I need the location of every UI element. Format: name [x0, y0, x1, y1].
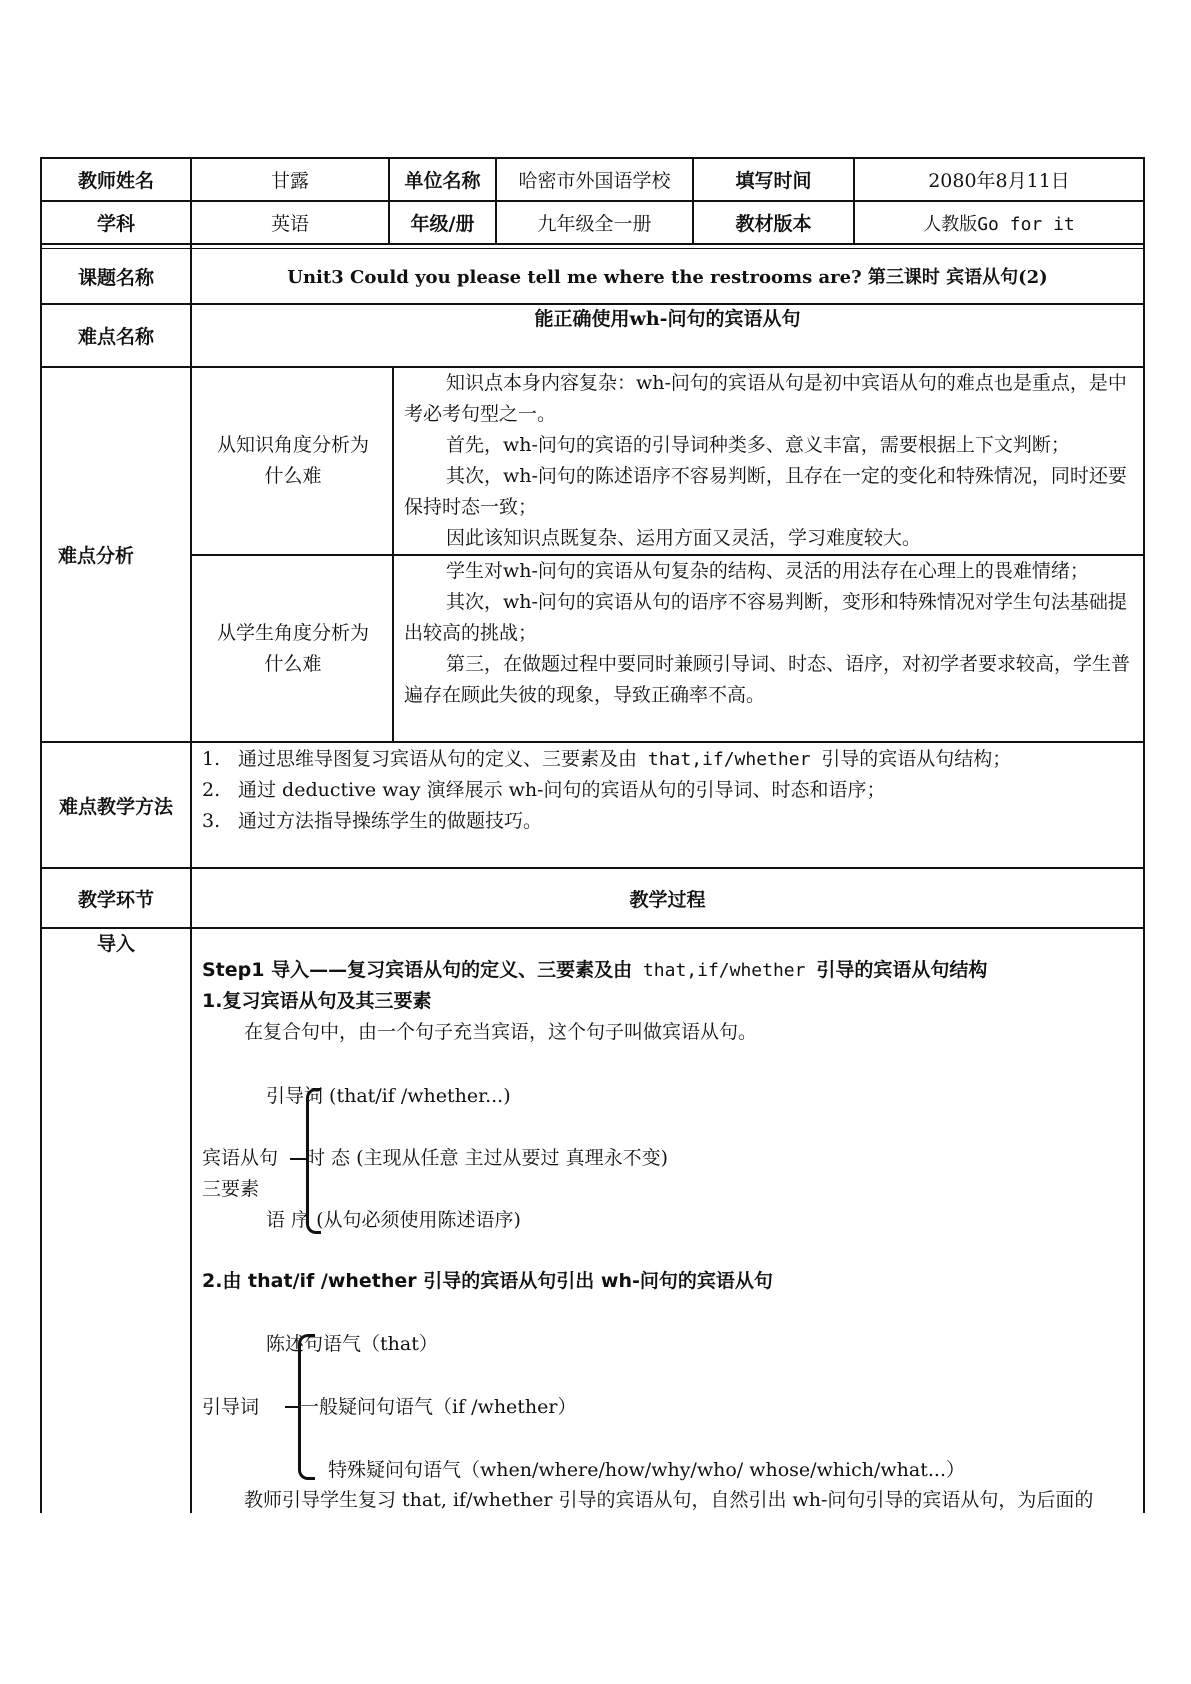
method-item-number: 3.: [202, 810, 221, 832]
closing-text: 教师引导学生复习 that, if/whether 引导的宾语从句，自然引出 wh-问句引导的宾语从句，为后面的: [244, 1489, 1094, 1511]
diagram2-item-yesno: 一般疑问句语气（if /whether）: [300, 1396, 577, 1418]
step1-text: Step1 导入——复习宾语从句的定义、三要素及由: [202, 959, 633, 981]
diagram2-item-statement: 陈述句语气（that）: [266, 1333, 438, 1355]
diagram2-brace-tip: [285, 1406, 298, 1408]
diagram2-root-label: 引导词: [202, 1396, 260, 1418]
row-divider: [40, 243, 1145, 245]
grade-label: 年级/册: [410, 213, 475, 235]
difficulty-label: 难点名称: [77, 326, 154, 348]
diagram2-brace: [298, 1334, 315, 1480]
method-item-number: 2.: [202, 779, 221, 801]
diagram2-item-wh: 特殊疑问句语气（when/where/how/why/who/ whose/which/what...）: [328, 1459, 965, 1481]
method-item-text: 通过思维导图复习宾语从句的定义、三要素及由: [238, 748, 638, 770]
teacher-name-value: 甘露: [270, 170, 309, 192]
process-header: 教学过程: [629, 888, 706, 911]
subheading-2: 2.由 that/if /whether 引导的宾语从句引出 wh-问句的宾语从句: [202, 1270, 773, 1292]
teacher-name-label: 教师姓名: [77, 170, 154, 192]
col-divider: [392, 366, 394, 743]
subheading-1: 1.复习宾语从句及其三要素: [202, 990, 432, 1012]
method-item-text: 引导的宾语从句结构；: [821, 748, 1012, 770]
textbook-label: 教材版本: [735, 213, 812, 235]
topic-value: Unit3 Could you please tell me where the restrooms are? 第三课时 宾语从句(2): [287, 267, 1048, 288]
method-item-code: that,if/whether: [637, 749, 822, 770]
analysis-paragraph: 学生对wh-问句的宾语从句复杂的结构、灵活的用法存在心理上的畏难情绪；: [446, 560, 1089, 582]
analysis-paragraph: 其次，wh-问句的陈述语序不容易判断，且存在一定的变化和特殊情况，同时还要保持时态一致；: [404, 465, 1127, 518]
difficulty-value: 能正确使用wh-问句的宾语从句: [534, 308, 801, 330]
definition-text: 在复合句中，由一个句子充当宾语，这个句子叫做宾语从句。: [244, 1021, 758, 1043]
knowledge-analysis-text: [404, 368, 1132, 554]
method-item-text: 通过方法指导操练学生的做题技巧。: [238, 810, 543, 832]
col-divider: [190, 157, 192, 1513]
stage-header: 教学环节: [77, 888, 154, 911]
school-value: 哈密市外国语学校: [518, 170, 671, 192]
school-label: 单位名称: [404, 170, 481, 192]
diagram1-root-label: 三要素: [202, 1178, 260, 1200]
analysis-paragraph: 首先，wh-问句的宾语的引导词种类多、意义丰富，需要根据上下文判断；: [446, 434, 1070, 456]
analysis-paragraph: 其次，wh-问句的宾语从句的语序不容易判断，变形和特殊情况对学生句法基础提出较高的挑战；: [404, 591, 1127, 644]
diagram1-brace: [306, 1088, 321, 1234]
analysis-paragraph: 因此该知识点既复杂、运用方面又灵活，学习难度较大。: [446, 527, 922, 549]
student-analysis-text: [404, 556, 1132, 711]
diagram1-root-label: 宾语从句: [202, 1147, 279, 1169]
topic-label: 课题名称: [77, 266, 154, 289]
method-item: [202, 775, 1142, 806]
diagram1-item-order: 语 序 (从句必须使用陈述语序): [266, 1209, 521, 1231]
step1-text: 引导的宾语从句结构: [816, 959, 988, 981]
date-value: 2080年8月11日: [928, 170, 1070, 192]
analysis-label: 难点分析: [57, 545, 134, 567]
subject-label: 学科: [96, 213, 135, 235]
method-item-number: 1.: [202, 748, 221, 770]
analysis-paragraph: 知识点本身内容复杂：wh-问句的宾语从句是初中宾语从句的难点也是重点，是中考必考句型之一。: [404, 372, 1127, 425]
method-label: 难点教学方法: [58, 795, 173, 818]
diagram1-item-connective: 引导词 (that/if /whether...): [266, 1085, 511, 1107]
grade-value: 九年级全一册: [537, 213, 652, 235]
analysis-paragraph: 第三，在做题过程中要同时兼顾引导词、时态、语序，对初学者要求较高，学生普遍存在顾此失彼的现象，导致正确率不高。: [404, 653, 1131, 706]
row-divider: [40, 741, 1145, 743]
student-analysis-label: 从学生角度分析为什么难: [216, 621, 369, 675]
diagram1-brace-tip: [290, 1158, 306, 1160]
step1-code: that,if/whether: [632, 960, 817, 981]
date-label: 填写时间: [735, 170, 812, 192]
textbook-value: 人教版Go for it: [923, 213, 1075, 235]
method-item: [202, 744, 1142, 775]
row-divider: [40, 927, 1145, 929]
stage-intro: 导入: [96, 933, 135, 955]
step1-heading: [202, 955, 987, 986]
knowledge-analysis-label: 从知识角度分析为什么难: [216, 434, 369, 487]
method-item: [202, 806, 1142, 837]
method-item-text: 通过 deductive way 演绎展示 wh-问句的宾语从句的引导词、时态和语序；: [238, 779, 886, 801]
diagram1-item-tense: 时 态 (主现从任意 主过从要过 真理永不变): [306, 1147, 668, 1169]
method-list: [202, 744, 1142, 837]
subject-value: 英语: [270, 213, 309, 235]
